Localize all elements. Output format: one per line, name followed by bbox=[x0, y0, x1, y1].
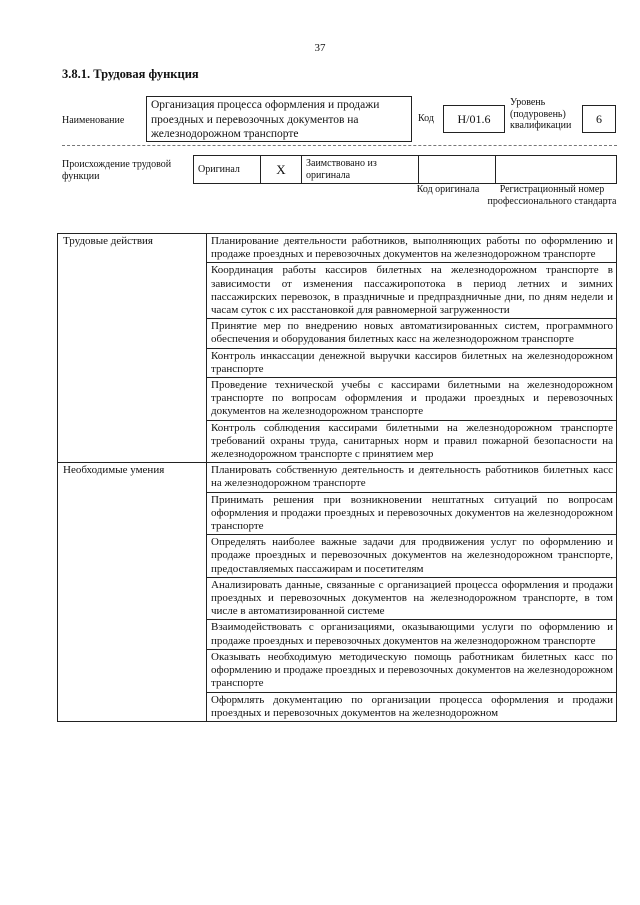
original-label: Оригинал bbox=[194, 156, 261, 184]
function-code-field: Н/01.6 bbox=[443, 105, 505, 133]
page-number: 37 bbox=[314, 42, 326, 54]
function-details-table bbox=[57, 233, 617, 722]
original-mark: X bbox=[261, 156, 302, 184]
labor-action-item: Проведение технической учебы с кассирами билетными на железнодорожном транспорте по вопросам оформления и продажи проездных и перевозочных документов на железнодорожном транспорте bbox=[207, 378, 617, 421]
skill-item: Оформлять документацию по организации процесса оформления и продажи проездных и перевозочных документов на железнодорожном bbox=[207, 692, 617, 721]
labor-action-item: Контроль соблюдения кассирами билетными на железнодорожном транспорте требований охраны труда, санитарных норм и правил пожарной безопасности на железнодорожном транспорте с принятием мер bbox=[207, 420, 617, 463]
labor-action-item: Контроль инкассации денежной выручки кассиров билетных на железнодорожном транспорте bbox=[207, 348, 617, 377]
level-label: Уровень (подуровень) квалификации bbox=[510, 97, 572, 131]
labor-actions-header: Трудовые действия bbox=[58, 234, 207, 463]
origin-reg-cell bbox=[496, 156, 617, 184]
skills-header: Необходимые умения bbox=[58, 463, 207, 722]
labor-action-item: Планирование деятельности работников, выполняющих работы по оформлению и продаже проездных и перевозочных документов на железнодорожном транспорте bbox=[207, 234, 617, 263]
name-label: Наименование bbox=[62, 115, 125, 126]
skill-item: Оказывать необходимую методическую помощь работникам билетных касс по оформлению и продаже проездных и перевозочных документов на железнодорожном транспорте bbox=[207, 649, 617, 692]
level-field: 6 bbox=[582, 105, 616, 133]
skill-item: Анализировать данные, связанные с организацией процесса оформления и продажи проездных и перевозочных документов на железнодорожном транспорте, в том числе в автоматизированной системе bbox=[207, 577, 617, 620]
origin-code-cell bbox=[419, 156, 496, 184]
skill-item: Взаимодействовать с организациями, оказывающими услуги по оформлению и продаже проездных и перевозочных документов на железнодорожном транспорте bbox=[207, 620, 617, 649]
origin-table bbox=[193, 155, 617, 184]
labor-action-item: Координация работы кассиров билетных на железнодорожном транспорте в зависимости от изменения пассажиропотока в период летних и зимних пассажирских перевозок, в праздничные и предпраздничные дни, по дням недели и часам суток с их расстановкой для равномерной загруженности bbox=[207, 263, 617, 319]
skill-item: Определять наиболее важные задачи для продвижения услуг по оформлению и продаже проездных и перевозочных документов на железнодорожном транспорте, предоставляемых пассажирам и посетителям bbox=[207, 535, 617, 578]
table-row bbox=[58, 463, 617, 492]
labor-action-item: Принятие мер по внедрению новых автоматизированных систем, программного обеспечения и оборудования билетных касс на железнодорожном транспорте bbox=[207, 319, 617, 348]
table-row bbox=[58, 234, 617, 263]
function-name-field: Организация процесса оформления и продажи проездных и перевозочных документов на железнодорожном транспорте bbox=[146, 96, 412, 142]
code-caption: Код оригинала bbox=[416, 184, 480, 195]
skill-item: Принимать решения при возникновении нештатных ситуаций по вопросам оформления и продажи проездных и перевозочных документов на железнодорожном транспорте bbox=[207, 492, 617, 535]
separator-line bbox=[62, 145, 617, 146]
section-title: 3.8.1. Трудовая функция bbox=[62, 67, 199, 81]
skill-item: Планировать собственную деятельность и деятельность работников билетных касс на железнодорожном транспорте bbox=[207, 463, 617, 492]
borrowed-label: Заимствовано из оригинала bbox=[302, 156, 419, 184]
reg-number-caption: Регистрационный номер профессионального стандарта bbox=[487, 184, 617, 207]
origin-label: Происхождение трудовой функции bbox=[62, 159, 172, 182]
code-label: Код bbox=[418, 113, 434, 124]
